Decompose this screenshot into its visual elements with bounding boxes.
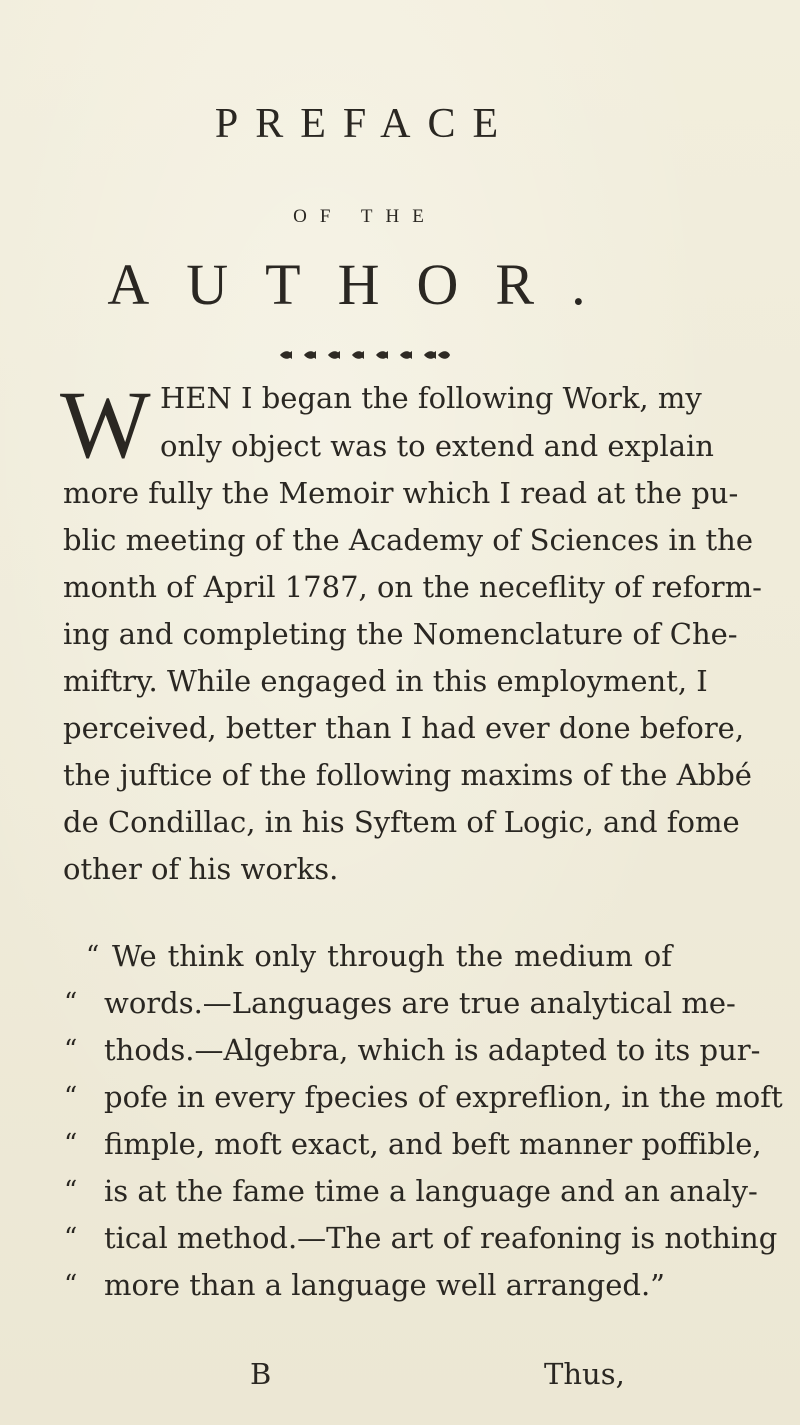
paragraph-line: perceived, better than I had ever done before, bbox=[63, 711, 745, 745]
paragraph-line: month of April 1787, on the neceflity of reform- bbox=[63, 570, 762, 604]
quote-mark: “ bbox=[64, 1223, 78, 1253]
quote-mark: “ bbox=[64, 1035, 78, 1065]
paragraph-line: other of his works. bbox=[63, 852, 339, 886]
quote-mark: “ bbox=[86, 941, 100, 971]
catchword: Thus, bbox=[544, 1357, 625, 1391]
paragraph-line: only object was to extend and explain bbox=[160, 429, 714, 463]
paragraph-line: ing and completing the Nomenclature of Che- bbox=[63, 617, 738, 651]
heading-author: AUTHOR. bbox=[107, 252, 623, 317]
paragraph-line: the juftice of the following maxims of the Abbé bbox=[63, 758, 752, 792]
ornamental-rule-icon bbox=[278, 348, 454, 362]
signature-mark: B bbox=[250, 1357, 272, 1391]
quote-line: pofe in every fpecies of expreflion, in the moft bbox=[104, 1080, 783, 1114]
quote-mark: “ bbox=[64, 1129, 78, 1159]
quote-mark: “ bbox=[64, 1270, 78, 1300]
paragraph-line: more fully the Memoir which I read at the pu- bbox=[63, 476, 739, 510]
quote-line: more than a language well arranged.” bbox=[104, 1268, 666, 1302]
heading-preface: PREFACE bbox=[214, 101, 516, 147]
quote-line: thods.—Algebra, which is adapted to its pur- bbox=[104, 1033, 761, 1067]
quote-line: We think only through the medium of bbox=[112, 939, 672, 973]
paragraph-line: de Condillac, in his Syftem of Logic, and fome bbox=[63, 805, 740, 839]
quote-line: fimple, moft exact, and beft manner poffible, bbox=[104, 1127, 762, 1161]
quote-mark: “ bbox=[64, 988, 78, 1018]
quote-line: tical method.—The art of reafoning is nothing bbox=[104, 1221, 778, 1255]
paragraph-line: blic meeting of the Academy of Sciences in the bbox=[63, 523, 754, 557]
paragraph-line: HEN I began the following Work, my bbox=[160, 381, 702, 415]
quote-mark: “ bbox=[64, 1176, 78, 1206]
quote-mark: “ bbox=[64, 1082, 78, 1112]
quote-line: words.—Languages are true analytical me- bbox=[104, 986, 736, 1020]
paragraph-line: miftry. While engaged in this employment, I bbox=[63, 664, 708, 698]
heading-of-the: OF THE bbox=[293, 206, 437, 227]
drop-capital: W bbox=[60, 371, 151, 478]
quote-line: is at the fame time a language and an analy- bbox=[104, 1174, 758, 1208]
